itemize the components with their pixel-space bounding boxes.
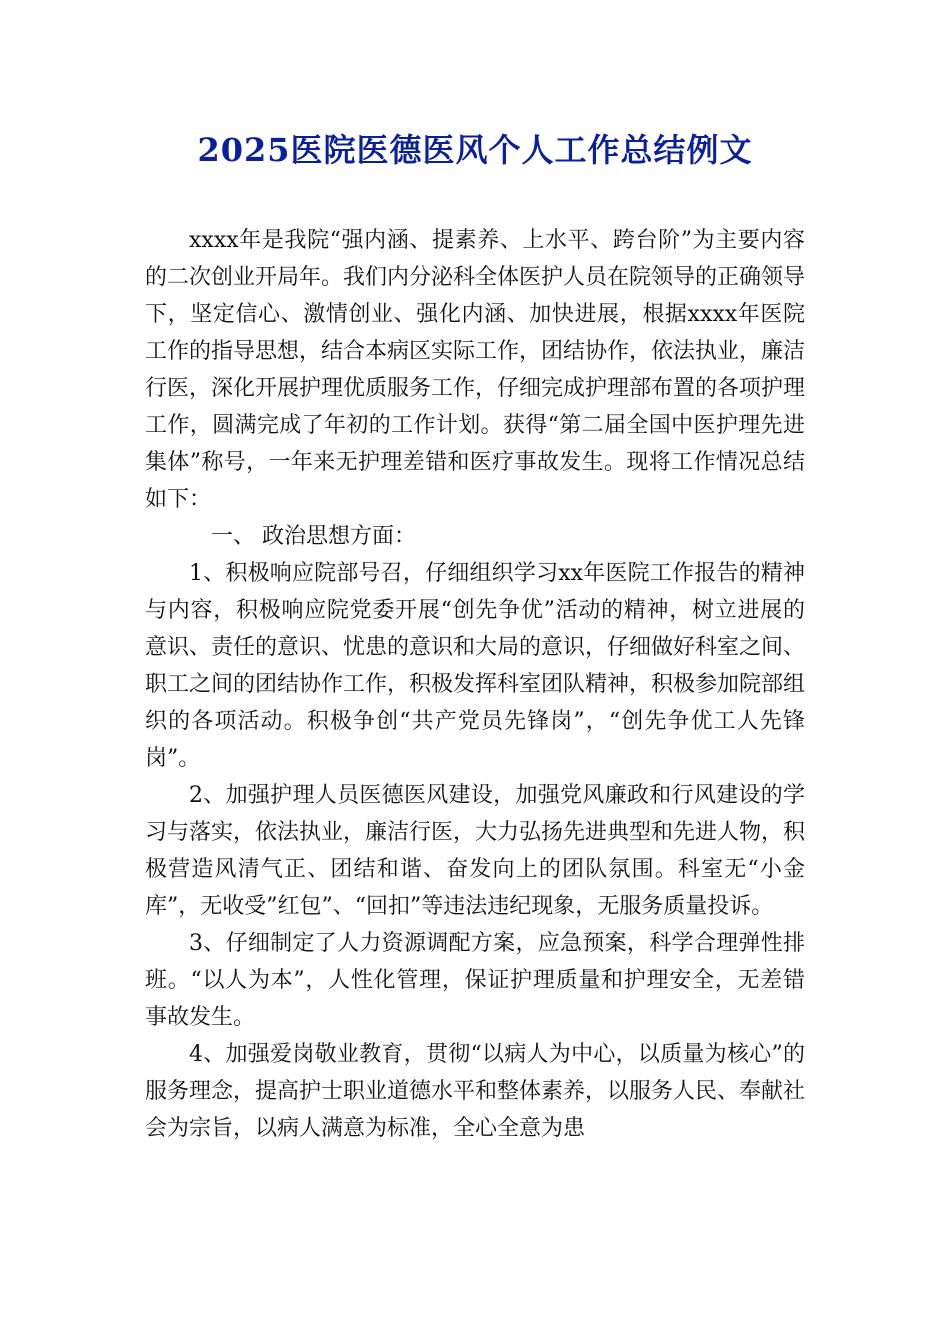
paragraph-intro: xxxx年是我院“强内涵、提素养、上水平、跨台阶”为主要内容的二次创业开局年。我们内分泌科全体医护人员在院领导的正确领导下，坚定信心、激情创业、强化内涵、加快进展，根据xxxx年医院工作的指导思想，结合本病区实际工作，团结协作，依法执业，廉洁行医，深化开展护理优质服务工作，仔细完成护理部布置的各项护理工作，圆满完成了年初的工作计划。获得“第二届全国中医护理先进集体”称号，一年来无护理差错和医疗事故发生。现将工作情况总结如下： — [145, 228, 806, 512]
document-title: 2025医院医德医风个人工作总结例文 — [197, 131, 753, 169]
document-body — [145, 222, 805, 1147]
paragraph-item-1: 1、积极响应院部号召，仔细组织学习xx年医院工作报告的精神与内容，积极响应院党委开展“创先争优”活动的精神，树立进展的意识、责任的意识、忧患的意识和大局的意识，仔细做好科室之间、职工之间的团结协作工作，积极发挥科室团队精神，积极参加院部组织的各项活动。积极争创“共产党员先锋岗”，“创先争优工人先锋岗”。 — [145, 561, 806, 771]
paragraph-item-2: 2、加强护理人员医德医风建设，加强党风廉政和行风建设的学习与落实，依法执业，廉洁行医，大力弘扬先进典型和先进人物，积极营造风清气正、团结和谐、奋发向上的团队氛围。科室无“小金库”，无收受”红包”、“回扣”等违法违纪现象，无服务质量投诉。 — [145, 783, 806, 919]
paragraph-item-4: 4、加强爱岗敬业教育，贯彻“以病人为中心，以质量为核心”的服务理念，提高护士职业道德水平和整体素养，以服务人民、奉献社会为宗旨，以病人满意为标准，全心全意为患 — [145, 1042, 806, 1141]
paragraph-item-3: 3、仔细制定了人力资源调配方案，应急预案，科学合理弹性排班。“以人为本”，人性化管理，保证护理质量和护理安全，无差错事故发生。 — [145, 931, 805, 1030]
section-heading-political: 一、 政治思想方面： — [211, 524, 416, 549]
